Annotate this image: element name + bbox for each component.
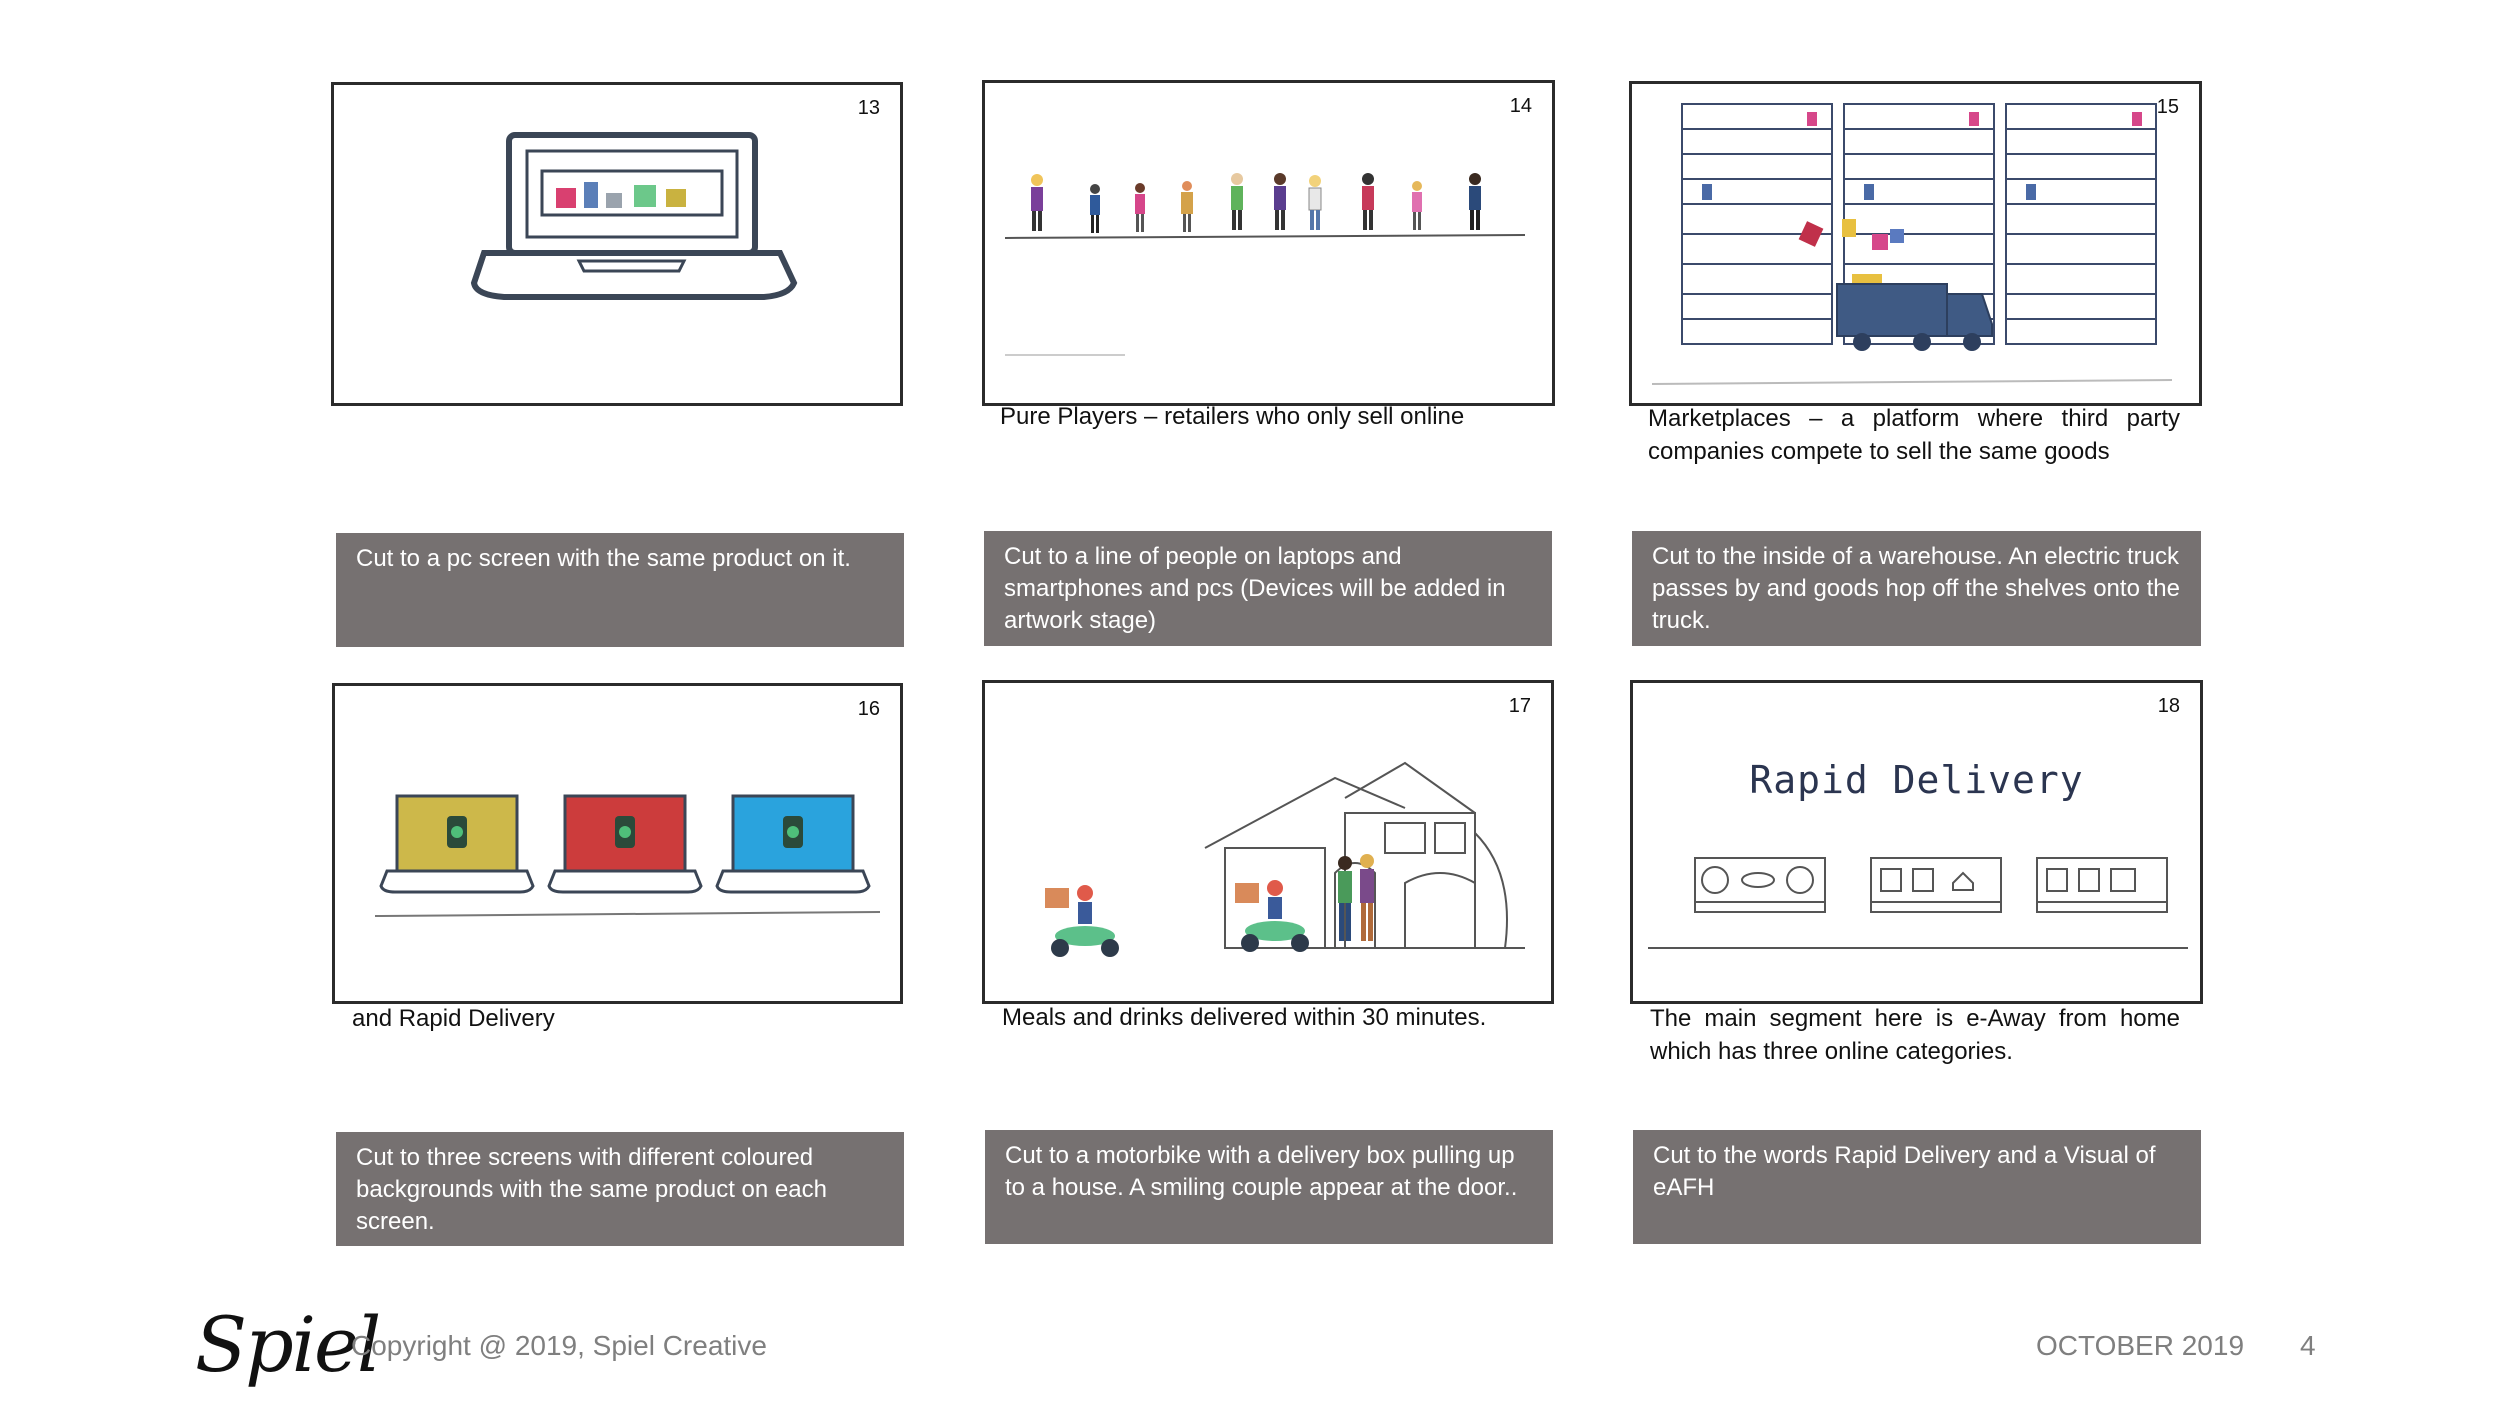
frame-number: 18 (2157, 695, 2180, 717)
frame-caption: Meals and drinks delivered within 30 minutes. (1002, 1004, 1487, 1031)
warehouse-sketch (1632, 84, 2199, 403)
direction-note: Cut to three screens with different coloured backgrounds with the same product on each screen. (336, 1132, 904, 1246)
storyboard-frame-15 (1629, 81, 2202, 406)
line-of-people-sketch (985, 83, 1552, 403)
frame-caption: and Rapid Delivery (352, 1005, 555, 1032)
spiel-logo: Spiel (195, 1300, 380, 1389)
frame-number: 15 (2156, 96, 2179, 118)
storyboard-frame-13 (331, 82, 903, 406)
storyboard-frame-17 (982, 680, 1554, 1004)
frame-number: 17 (1508, 695, 1531, 717)
direction-note: Cut to a line of people on laptops and smartphones and pcs (Devices will be added in artwork stage) (984, 531, 1552, 646)
frame-number: 16 (857, 698, 880, 720)
eafh-categories-sketch (1633, 683, 2200, 1001)
frame-caption: The main segment here is e-Away from home which has three online categories. (1650, 1005, 2180, 1065)
storyboard-frame-18 (1630, 680, 2203, 1004)
storyboard-frame-14 (982, 80, 1555, 406)
direction-note: Cut to the words Rapid Delivery and a Visual of eAFH (1633, 1130, 2201, 1244)
rapid-delivery-title: Rapid Delivery (1749, 758, 2084, 802)
frame-caption: Pure Players – retailers who only sell online (1000, 403, 1465, 430)
laptop-sketch (334, 85, 900, 403)
direction-note: Cut to a motorbike with a delivery box pulling up to a house. A smiling couple appear at the door.. (985, 1130, 1553, 1244)
three-screens-sketch (335, 686, 900, 1001)
page-number: 4 (2300, 1330, 2316, 1361)
direction-note: Cut to a pc screen with the same product on it. (336, 533, 904, 647)
frame-number: 13 (857, 97, 880, 119)
footer-date: OCTOBER 2019 (2036, 1330, 2245, 1361)
delivery-house-sketch (985, 683, 1551, 1001)
frame-number: 14 (1509, 95, 1532, 117)
copyright-text: Copyright @ 2019, Spiel Creative (351, 1330, 767, 1361)
frame-caption: Marketplaces – a platform where third party companies compete to sell the same goods (1648, 405, 2180, 465)
direction-note: Cut to the inside of a warehouse. An electric truck passes by and goods hop off the shelves onto the truck. (1632, 531, 2201, 646)
storyboard-frame-16 (332, 683, 903, 1004)
